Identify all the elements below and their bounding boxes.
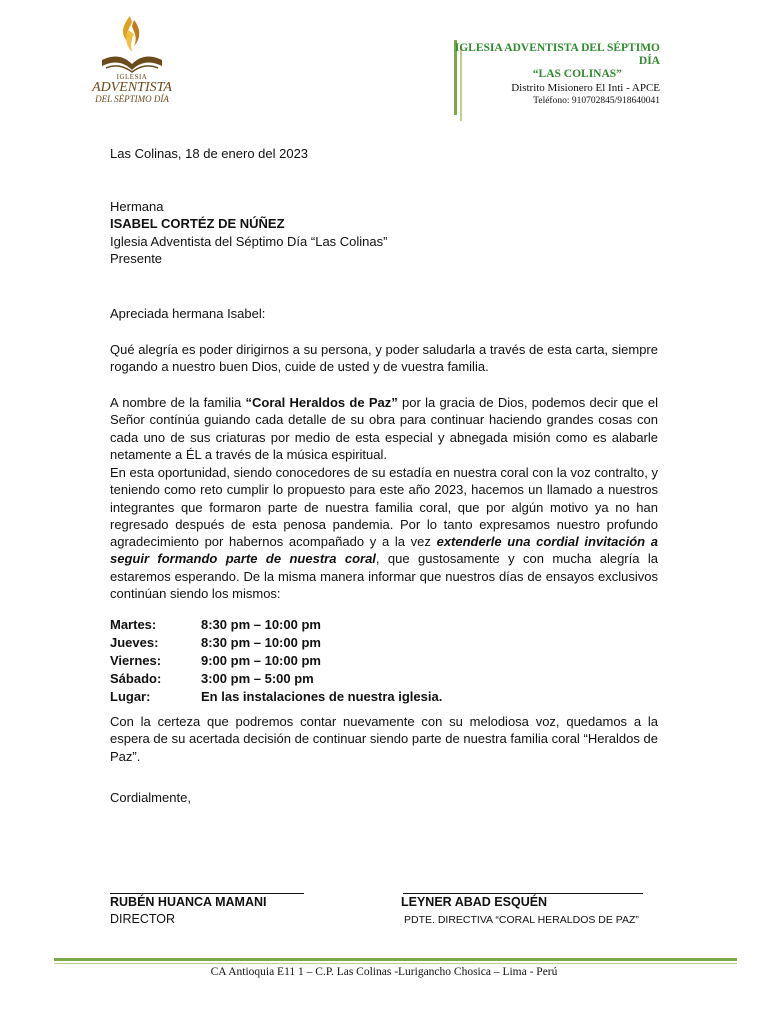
schedule-row — [110, 688, 658, 706]
paragraph-3 — [110, 464, 658, 602]
rehearsal-schedule — [110, 616, 658, 706]
schedule-day: Martes: — [110, 617, 157, 632]
schedule-row — [110, 670, 658, 688]
schedule-day: Jueves: — [110, 635, 159, 650]
recipient-church: Iglesia Adventista del Séptimo Día “Las Colinas” — [110, 233, 388, 249]
logo-line2: ADVENTISTA — [92, 80, 172, 95]
schedule-time: 8:30 pm – 10:00 pm — [201, 635, 321, 650]
schedule-row — [110, 634, 658, 652]
president-role: PDTE. DIRECTIVA “CORAL HERALDOS DE PAZ” — [404, 914, 639, 926]
district: Distrito Misionero El Inti - APCE — [511, 82, 660, 94]
schedule-time: 9:00 pm – 10:00 pm — [201, 653, 321, 668]
salutation: Apreciada hermana Isabel: — [110, 306, 266, 321]
p2-rest: por la gracia de Dios, podemos decir que el Señor contínúa guiando cada detalle de su obra para continuar haciendo grandes cosas con cada uno de sus criaturas por medio de esta especial y abnegada misión como es alabarle netamente a ÉL a través de la música espiritual. — [110, 395, 658, 462]
recipient-block — [110, 198, 658, 267]
church-name: “LAS COLINAS” — [532, 68, 622, 80]
schedule-time: 8:30 pm – 10:00 pm — [201, 617, 321, 632]
director-role: DIRECTOR — [110, 912, 176, 926]
schedule-day: Viernes: — [110, 653, 162, 668]
letter-date: Las Colinas, 18 de enero del 2023 — [110, 146, 309, 161]
logo-line1: IGLESIA — [116, 73, 148, 81]
paragraph-4: Con la certeza que podremos contar nuevamente con su melodiosa voz, quedamos a la espera de su acertada decisión de continuar siendo parte de nuestra familia coral “Heraldos de Paz”. — [110, 714, 658, 764]
adventist-flame-bible-icon — [84, 14, 180, 76]
invitation-text: extenderle una cordial invitación a seguir formando parte de nuestra coral — [110, 534, 658, 567]
logo-wordmark — [84, 74, 180, 104]
recipient-name: ISABEL CORTÉZ DE NÚÑEZ — [110, 216, 285, 232]
schedule-row — [110, 652, 658, 670]
recipient-title: Hermana — [110, 199, 164, 214]
paragraph-2 — [110, 394, 658, 463]
signature-line-left — [110, 893, 304, 894]
logo-line3: DEL SÉPTIMO DÍA — [95, 94, 169, 104]
phone: Teléfono: 910702845/918640041 — [533, 96, 660, 106]
schedule-time: 3:00 pm – 5:00 pm — [201, 671, 314, 686]
choir-name: “Coral Heraldos de Paz” — [245, 395, 398, 410]
p3-rest: , que gustosamente y con mucha alegría la estaremos esperando. De la misma manera informar que nuestros días de ensayos exclusivos continúan siendo los mismos: — [110, 551, 658, 602]
footer-address: CA Antioquia E11 1 – C.P. Las Colinas -Lurigancho Chosica – Lima - Perú — [210, 966, 558, 978]
schedule-day: Sábado: — [110, 671, 162, 686]
schedule-place: En las instalaciones de nuestra iglesia. — [201, 689, 443, 704]
paragraph-1: Qué alegría es poder dirigirnos a su persona, y poder saludarla a través de esta carta, siempre rogando a nuestro buen Dios, cuide de usted y de vuestra familia. — [110, 342, 658, 375]
p3-intro: En esta oportunidad, siendo conocedores de su estadía en nuestra coral con la voz contralto, y teniendo como reto cumplir lo propuesto para este año 2023, hacemos un llamado a nuestros integrantes que formaron parte de nuestra familia coral, que por algún motivo ya no han regresado después de esta penosa pandemia. Por lo tanto expresamos nuestro profundo agradecimiento por habernos acompañado y a la vez — [110, 465, 658, 550]
recipient-closing: Presente — [110, 250, 163, 266]
signature-line-right — [403, 893, 643, 894]
director-name: RUBÉN HUANCA MAMANI — [110, 895, 267, 909]
schedule-place-label: Lugar: — [110, 689, 151, 704]
letterhead — [455, 42, 660, 108]
org-name-line2: DÍA — [638, 55, 660, 67]
president-name: LEYNER ABAD ESQUÉN — [401, 895, 548, 909]
p2-intro: A nombre de la familia — [110, 395, 246, 410]
org-name-line1: IGLESIA ADVENTISTA DEL SÉPTIMO — [454, 42, 660, 54]
footer-divider — [54, 958, 737, 961]
footer-divider-light — [54, 963, 737, 964]
schedule-row — [110, 616, 658, 634]
farewell: Cordialmente, — [110, 790, 191, 805]
